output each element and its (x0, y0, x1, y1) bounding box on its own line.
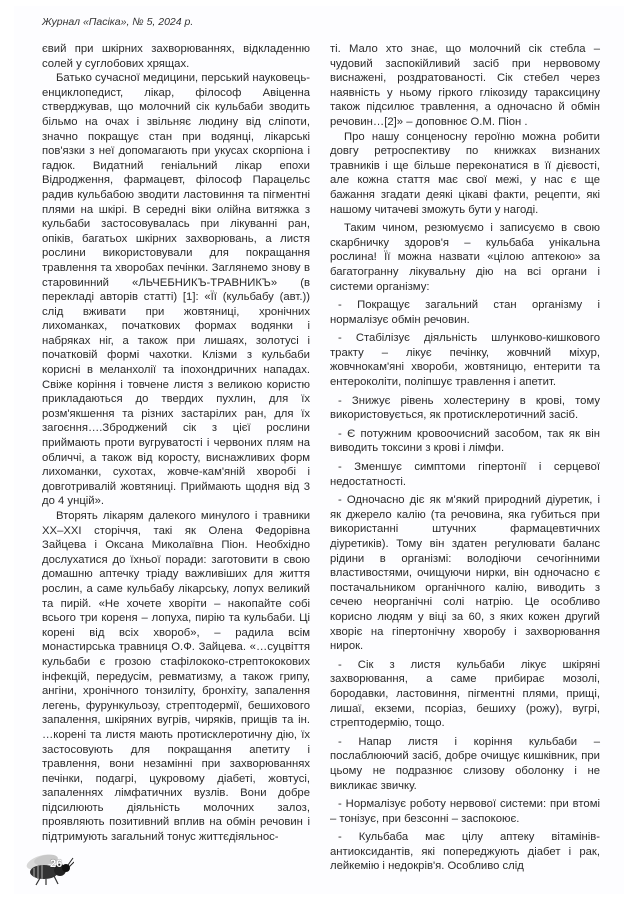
paragraph: Про нашу сонценосну героїню можна робити довгу ретроспективу по книжках визнаних травників і ще більше переконатися в її дієвості, але кожна стаття має свої межі, у нас є ще бажання згадати деякі цікаві факти, рецепти, які нашому читачеві зможуть бути у нагоді. (330, 130, 600, 216)
journal-header: Журнал «Пасіка», № 5, 2024 р. (42, 16, 194, 28)
list-item: - Кульбаба має цілу аптеку вітамінів-антиоксидантів, які попереджують діабет і рак, лейкемію і недокрів'я. Особливо слід (330, 831, 600, 873)
list-item: - Зменшує симптоми гіпертонії і серцевої недостатності. (330, 461, 600, 488)
list-item: - Стабілізує діяльність шлунково-кишкового тракту – лікує печінку, жовчний міхур, жовчнокам'яні хвороби, жовтяницю, ентерити та ентероколіти, поліпшує травлення і апетит. (330, 332, 600, 389)
list-item: - Знижує рівень холестерину в крові, тому використовується, як протисклеротичний засіб. (330, 394, 600, 422)
list-item: - Є потужним кровоочисний засобом, так як він виводить токсини з крові і лімфи. (330, 427, 600, 455)
paragraph: Батько сучасної медицини, перський науковець-енциклопедист, лікар, філософ Авіценна стверджував, що молочний сік кульбаби зводить більмо на очах і звільняє людину від сліпоти, значно покращує стан при водянці, лікарські пов'язки з неї допомагають при укусах скорпіона і гадюк. Видатний геніальний лікар епохи Відродження, фармацевт, філософ Парацельс радив кульбабою зводити ластовиння та пігментні плями на шкірі. В середні віки олійна витяжка з кульбаби застосовувалась при лікуванні ран, опіків, багатьох шкірних захворювань, а листя рослини використовували для покращання травлення та хворобах печінки. Заглянемо знову в старовинний «ЛЬЧЕБНИКЪ-ТРАВНИКЪ» (в перекладі авторів статті) [1]: «Її (кульбабу (авт.)) слід вживати при жовтяниці, хронічних лихоманках, початкових формах водянки і набряках ніг, а також при лишаях, золотусі і початковій формі чахотки. Клізми з кульбаби корисні в меланхолії та іпохондричних нападах. Свіже коріння і товчене листя з великою користю прикладаються до твердих пухлин, для їх розм'якшення та різних застарілих ран, для їх загоєння….Зброджений сік з цієї рослини приймають проти вугруватості і червоних плям на обличчі, а також від коросту, виснажливих форм лихоманки, сухотах, жовче-кам'яній хворобі і довготривалій жовтяниці. Приймають щодня від 3 до 4 унцій». (42, 72, 310, 508)
paragraph: Вторять лікарям далекого минулого і травники XX–XXI сторіччя, такі як Олена Федорівна Зайцева і Оксана Миколаївна Піон. Необхідно дослухатися до їхньої поради: заготовити в свою домашню аптечку тріаду важливіших для життя рослин, а саме кульбабу лікарську, лопух великий та пирій. «Не хочете хворіти – накопайте собі всього три кореня – лопуха, пирію та кульбаби. Ці корені від всіх хвороб», – радила всім монастирська травниця О.Ф. Зайцева. «…суцвіття кульбаби є грозою стафілококо-стрептококових інфекцій, передусім, ревматизму, а також грипу, ангіни, хронічного тонзиліту, бронхіту, запалення легень, фурункульозу, стрептодермії, бешихового запалення, шкіряних вугрів, чиряків, прищів та ін. …корені та листя мають протисклеротичну дію, їх застосовують для покращання апетиту і травлення, вони незамінні при захворюваннях печінки, подагрі, цукровому діабеті, жовтусі, запаленнях лімфатичних вузлів. Вони добре підсилюють діяльність молочних залоз, проявляють позитивний вплив на обмін речовин і підтримують загальний тонус життєдіяльнос- (42, 510, 310, 844)
left-column (42, 42, 310, 845)
list-item: - Одночасно діє як м'який природний діуретик, і як джерело калію (та речовина, яка губиться при використанні штучних фармацевтичних діуретиків). Тому він здатен регулювати баланс рідини в організмі: володіючи сечогінними властивостями, очищуючи нирки, він одночасно є постачальником органічного калію, виводить з сечею неорганічні солі натрію. Це особливо корисно людям у віці за 60, з яких кожен другий хворіє на гіпертонічну хворобу і захворювання нирок. (330, 494, 600, 653)
list-item: - Сік з листя кульбаби лікує шкіряні захворювання, а саме прибирає мозолі, бородавки, ластовиння, пігментні плями, прищі, лишаї, екземи, псоріаз, бешиху (рожу), вугрі, стрептодермію, тощо. (330, 658, 600, 730)
list-item: - Напар листя і коріння кульбаби – послаблюючий засіб, добре очищує кишківник, при цьому не подразнює слизову оболонку і не викликає звичку. (330, 735, 600, 792)
page-number: 26 (50, 858, 63, 870)
right-column (330, 42, 600, 874)
paragraph: Таким чином, резюмуємо і записуємо в свою скарбничку здоров'я – кульбаба унікальна рослина! Її можна назвати «цілою аптекою» за багатогранну лікувальну дію на всі органи і системи організму: (330, 222, 600, 293)
list-item: - Нормалізує роботу нервової системи: при втомі – тонізує, при безсонні – заспокоює. (330, 798, 600, 825)
paragraph: ті. Мало хто знає, що молочний сік стебла – чудовий заспокійливий засіб при нервовому виснажені, роздратованості. Сік стебел через наявність у ньому гіркого глікозиду тараксицину також підсилює травлення, а одночасно й обмін речовин…[2]» – доповнює О.М. Піон . (330, 43, 600, 128)
bee-icon (22, 852, 74, 886)
paragraph: євий при шкірних захворюваннях, відкладенню солей у суглобових хрящах. (42, 43, 310, 70)
list-item: - Покращує загальний стан організму і нормалізує обмін речовин. (330, 299, 600, 326)
